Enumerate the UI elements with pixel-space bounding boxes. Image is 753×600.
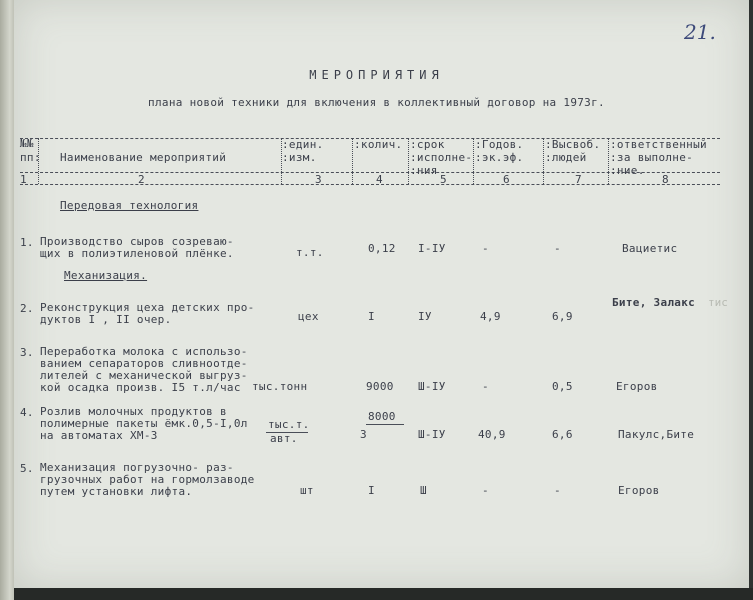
row1-effect: - [482,242,489,255]
row1-responsible: Вациетис [622,242,678,255]
header-responsible: :ответственный :за выполне- :ние. [610,138,707,177]
row4-qty-fraction-line [366,424,404,425]
header-num: №№ пп: [20,137,41,164]
row5-unit: шт [300,484,314,497]
colnum-4: 4 [376,173,383,186]
row3-responsible: Егоров [616,380,658,393]
row2-responsible: Бите, Залакс [612,296,696,309]
row4-name: Розлив молочных продуктов в полимерные пакеты ёмк.0,5-I,0л на автоматах ХМ-3 [40,405,248,442]
row2-num: 2. [20,302,34,315]
row4-unit-top: тыс.т. [268,418,310,431]
row5-effect: - [482,484,489,497]
row4-qty-top: 8000 [368,410,396,423]
header-unit: :един. :изм. [282,138,324,164]
row4-responsible: Пакулс,Бите [618,428,695,441]
colnum-5: 5 [440,173,447,186]
row5-qty: I [368,484,375,497]
row2-qty: I [368,310,375,323]
page-number: 21. [684,20,716,44]
row3-effect: - [482,380,489,393]
col-separator [608,138,609,184]
row5-name: Механизация погрузочно- раз- грузочных работ на гормолзаводе путем установки лифта. [40,461,255,498]
row3-num: 3. [20,346,34,359]
header-term: :срок :исполне- :ния [410,138,473,177]
header-name: Наименование мероприятий [60,151,227,164]
row2-responsible-faint: тис [708,296,728,309]
row3-unit: тыс.тонн [252,380,308,393]
row4-term: Ш-IУ [418,428,446,441]
page-binding [0,0,14,600]
row4-effect: 40,9 [478,428,506,441]
col-separator [473,138,474,184]
row3-qty: 9000 [366,380,394,393]
colnum-2: 2 [138,173,145,186]
col-separator [543,138,544,184]
document-subtitle: плана новой техники для включения в коллективный договор на 1973г. [148,96,605,109]
row2-effect: 4,9 [480,310,501,323]
row4-qty-bottom: 3 [360,428,367,441]
row1-term: I-IУ [418,242,446,255]
row5-term: Ш [420,484,427,497]
colnum-1: 1 [20,173,27,186]
row1-unit: т.т. [296,246,324,259]
scan-background [14,588,753,600]
row2-freed: 6,9 [552,310,573,323]
colnum-8: 8 [662,173,669,186]
row3-name: Переработка молока с использо- ванием сепараторов сливноотде- лителей с механической выгруз- кой осадка произв. I5 т.л/час [40,345,248,394]
row2-term: IУ [418,310,432,323]
row5-responsible: Егоров [618,484,660,497]
colnum-7: 7 [575,173,582,186]
row2-name: Реконструкция цеха детских про- дуктов I , II очер. [40,301,255,326]
paper-sheet [14,0,749,588]
header-freed: :Высвоб. :людей [545,138,601,164]
col-separator [352,138,353,184]
row4-freed: 6,6 [552,428,573,441]
col-separator [408,138,409,184]
header-effect: :Годов. :эк.эф. [475,138,524,164]
row3-freed: 0,5 [552,380,573,393]
row1-freed: - [554,242,561,255]
row5-num: 5. [20,462,34,475]
row1-num: 1. [20,236,34,249]
row3-term: Ш-IУ [418,380,446,393]
colnum-6: 6 [503,173,510,186]
section-tech-heading: Передовая технология [60,199,199,212]
colnum-3: 3 [315,173,322,186]
row4-unit-bottom: авт. [270,432,298,445]
header-qty: :колич. [354,138,403,151]
row5-freed: - [554,484,561,497]
row1-name: Производство сыров созреваю- щих в полиэтиленовой плёнке. [40,235,234,260]
row1-qty: 0,12 [368,242,396,255]
row2-unit: цех [298,310,319,323]
row4-num: 4. [20,406,34,419]
section-mech-heading: Механизация. [64,269,148,282]
document-title: МЕРОПРИЯТИЯ [309,68,444,82]
colnum-bottom-rule [20,184,720,185]
